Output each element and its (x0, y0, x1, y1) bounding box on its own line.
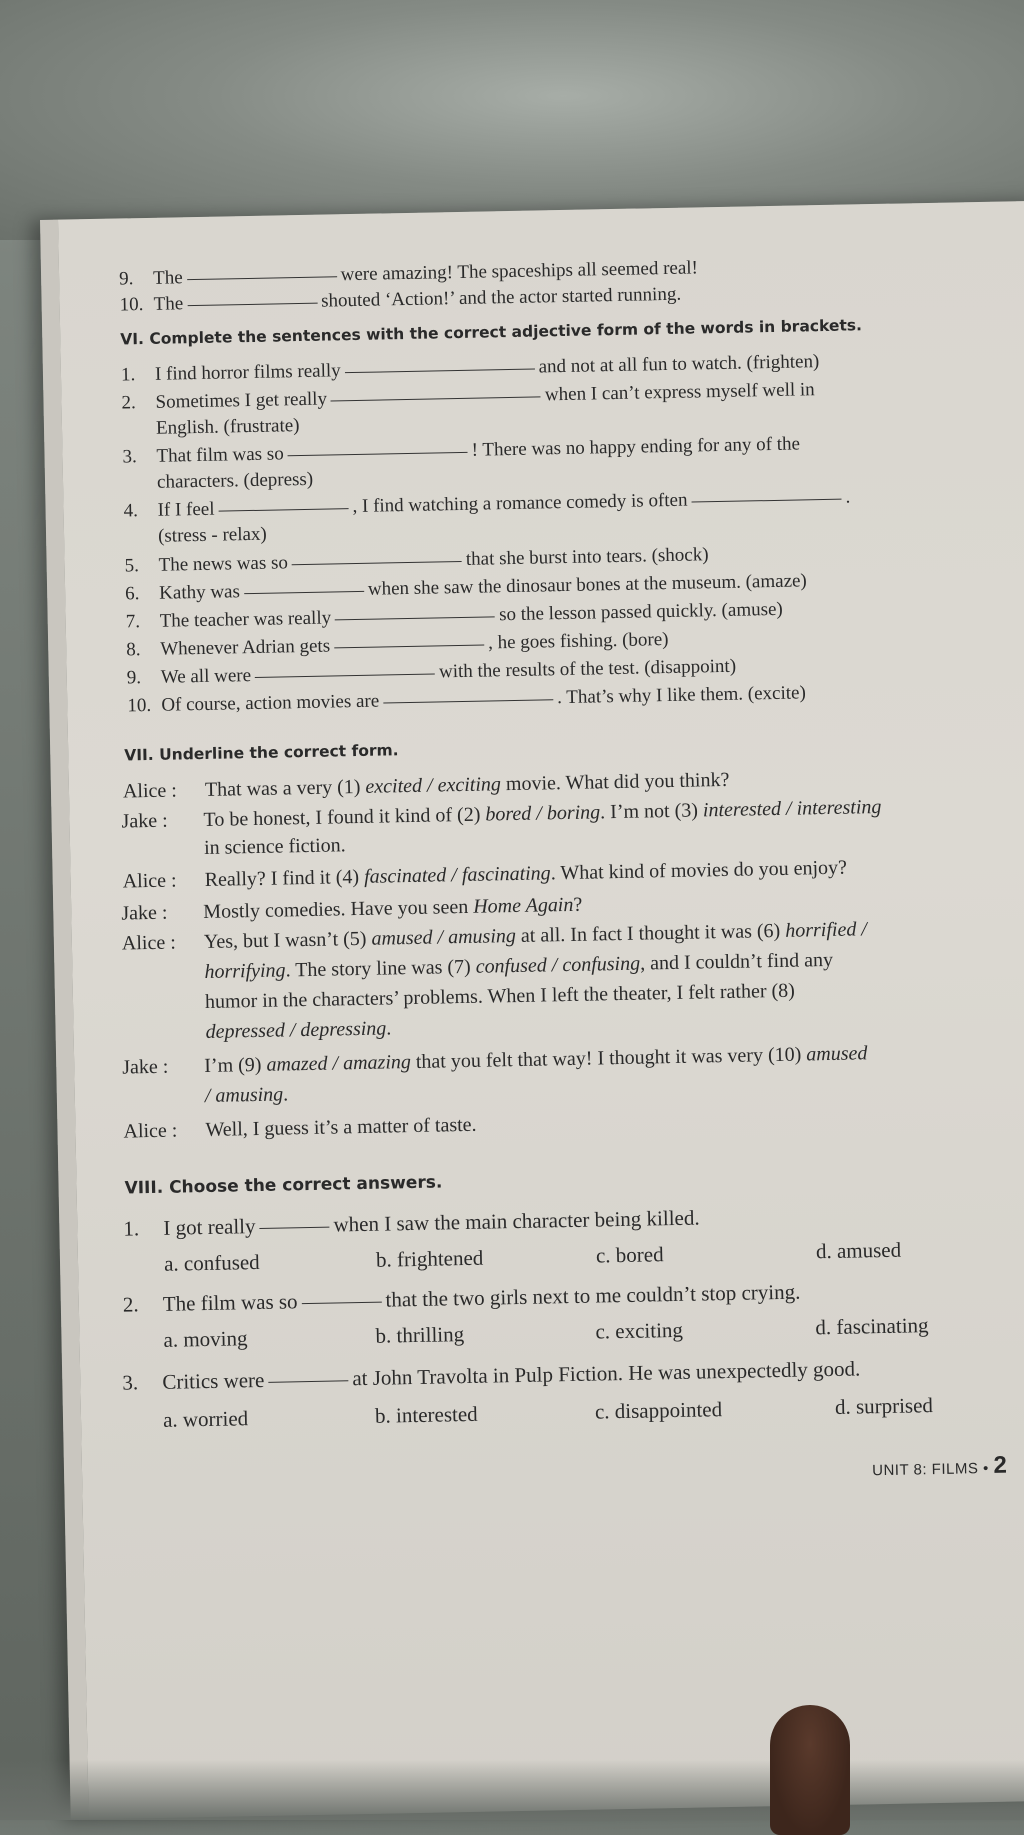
unit-label: UNIT 8: FILMS • (872, 1460, 989, 1480)
item-text: , he goes fishing. (bore) (487, 629, 669, 654)
dialogue-text: . (282, 1083, 289, 1106)
answer-blank[interactable] (260, 1226, 330, 1229)
dialogue-text: Mostly comedies. Have you seen (203, 895, 474, 923)
item-text: Sometimes I get really (155, 388, 328, 413)
vi-item-5 (124, 544, 708, 577)
answer-blank[interactable] (268, 1379, 348, 1383)
textbook-page (40, 201, 1024, 1820)
option-d[interactable]: d. surprised (834, 1393, 934, 1419)
option-choice[interactable]: depressed / depressing (205, 1017, 387, 1043)
dialogue-line (121, 796, 881, 834)
vi-item-7 (126, 599, 783, 634)
dialogue-line (123, 769, 730, 804)
vi-item-10 (127, 682, 806, 717)
viii-options-2 (163, 1313, 928, 1353)
vi-item-4-cont: (stress - relax) (157, 523, 267, 547)
item-text: Critics were (162, 1367, 265, 1394)
item-number: 7. (125, 611, 141, 633)
viii-options-3 (163, 1393, 933, 1433)
answer-blank[interactable] (383, 698, 553, 703)
dialogue-text: Yes, but I wasn’t (5) (203, 927, 372, 953)
option-d[interactable]: d. fascinating (815, 1313, 929, 1340)
shadow (0, 1760, 1024, 1820)
option-b[interactable]: b. interested (374, 1401, 478, 1428)
section-vii-title: VII. Underline the correct form. (124, 741, 399, 765)
speaker: Jake : (121, 809, 168, 833)
dialogue-line-cont: in science fiction. (203, 834, 346, 859)
item-number: 10. (127, 694, 152, 717)
item-text: ! There was no happy ending for any of the (471, 433, 801, 461)
option-c[interactable]: c. exciting (595, 1317, 684, 1344)
item-number: 5. (124, 555, 140, 577)
dialogue-line (122, 1042, 868, 1079)
item-text: . (845, 486, 851, 508)
dialogue-text: Well, I guess it’s a matter of taste. (205, 1113, 477, 1141)
dialogue-line-cont (204, 949, 833, 984)
item-text: The teacher was really (159, 607, 332, 632)
option-b[interactable]: b. frightened (375, 1245, 484, 1272)
answer-blank[interactable] (334, 643, 484, 648)
item-text: I find horror films really (154, 360, 341, 385)
option-a[interactable]: a. worried (162, 1406, 249, 1432)
answer-blank[interactable] (335, 615, 495, 620)
item-text: so the lesson passed quickly. (amuse) (498, 598, 783, 626)
option-choice[interactable]: horrifying (204, 959, 286, 983)
answer-blank[interactable] (288, 450, 468, 455)
item-number: 4. (123, 500, 139, 522)
dialogue-text: , and I couldn’t find any (639, 948, 834, 975)
item-number: 3. (122, 446, 138, 468)
item-text: were amazing! The spaceships all seemed real! (340, 257, 699, 286)
thumb (770, 1705, 850, 1835)
item-text: at John Travolta in Pulp Fiction. He was unexpectedly good. (352, 1356, 861, 1391)
option-choice[interactable]: amused / amusing (371, 924, 517, 950)
item-text: If I feel (157, 498, 215, 521)
movie-title: Home Again (473, 893, 574, 918)
answer-blank[interactable] (345, 367, 535, 373)
item-text: That film was so (156, 443, 284, 467)
item-text: . That’s why I like them. (excite) (556, 682, 807, 709)
dialogue-text: ? (573, 893, 583, 916)
dialogue-text: . The story line was (7) (285, 955, 476, 982)
item-number: 9. (126, 667, 142, 689)
vi-item-2-cont: English. (frustrate) (155, 415, 300, 439)
option-c[interactable]: c. bored (595, 1242, 664, 1268)
answer-blank[interactable] (187, 301, 317, 305)
dialogue-line (123, 1114, 476, 1144)
dialogue-text: . What kind of movies do you enjoy? (550, 856, 848, 885)
item-text: , I find watching a romance comedy is often (352, 489, 688, 518)
item-number: 3. (122, 1370, 139, 1395)
vi-item-8 (126, 629, 669, 661)
vi-item-3 (122, 433, 800, 468)
option-choice[interactable]: / amusing (204, 1083, 284, 1107)
dialogue-text: that you felt that way! I thought it was very (10) (410, 1043, 807, 1074)
item-text: shouted ‘Action!’ and the actor started running. (320, 283, 682, 312)
option-choice[interactable]: horrified / (785, 918, 868, 942)
dialogue-text: at all. In fact I thought it was (6) (515, 919, 786, 947)
item-text: Kathy was (158, 581, 241, 604)
option-choice[interactable]: confused / confusing (475, 952, 641, 978)
dialogue-text: That was a very (1) (204, 775, 366, 801)
page-number: 2 (993, 1451, 1008, 1479)
answer-blank[interactable] (219, 507, 349, 511)
option-c[interactable]: c. disappointed (594, 1397, 723, 1424)
option-a[interactable]: a. confused (163, 1249, 260, 1276)
option-a[interactable]: a. moving (163, 1326, 248, 1352)
item-text: that the two girls next to me couldn’t stop crying. (385, 1279, 801, 1312)
viii-options-1 (164, 1238, 902, 1277)
vi-item-3-cont: characters. (depress) (156, 468, 314, 493)
dialogue-text: I’m (9) (204, 1053, 267, 1078)
speaker: Alice : (121, 931, 176, 955)
dialogue-text: To be honest, I found it kind of (2) (203, 803, 486, 831)
section-viii-title: VIII. Choose the correct answers. (124, 1172, 443, 1199)
item-number: 2. (122, 1292, 139, 1317)
item-number: 2. (121, 392, 136, 414)
dialogue-line-cont (205, 1017, 391, 1044)
dialogue-line (123, 857, 848, 894)
item-text: I got really (163, 1214, 256, 1240)
dialogue-text: movie. What did you think? (500, 768, 730, 796)
option-d[interactable]: d. amused (815, 1237, 902, 1264)
answer-blank[interactable] (292, 560, 462, 565)
option-choice[interactable]: amazed / amazing (266, 1051, 412, 1076)
option-b[interactable]: b. thrilling (375, 1322, 465, 1348)
dialogue-text: . (386, 1017, 392, 1040)
dialogue-line (121, 894, 582, 926)
option-choice[interactable]: amused (806, 1042, 868, 1066)
dialogue-text: Really? I find it (4) (204, 865, 365, 891)
option-choice[interactable]: interested / interesting (702, 795, 882, 822)
item-text: The news was so (158, 552, 289, 576)
item-text: Whenever Adrian gets (160, 635, 331, 660)
page-content (118, 252, 1008, 1480)
item-text: and not at all fun to watch. (frighten) (538, 351, 820, 378)
item-text: when she saw the dinosaur bones at the museum. (amaze) (367, 570, 807, 600)
answer-blank[interactable] (187, 275, 337, 280)
item-number: 1. (120, 364, 136, 386)
speaker: Jake : (121, 901, 168, 925)
answer-blank[interactable] (331, 395, 541, 401)
speaker: Alice : (123, 1119, 178, 1143)
speaker: Jake : (122, 1055, 169, 1079)
item-text: Of course, action movies are (161, 690, 380, 716)
item-number: 1. (123, 1216, 140, 1241)
option-choice[interactable]: bored / boring (485, 801, 601, 826)
item-number: 8. (126, 639, 141, 661)
answer-blank[interactable] (255, 672, 435, 677)
dialogue-line-cont (205, 1083, 289, 1108)
option-choice[interactable]: fascinated / fascinating (363, 862, 551, 888)
page-footer (872, 1452, 1008, 1483)
item-text: The (152, 267, 183, 289)
speaker: Alice : (122, 779, 178, 803)
item-text: We all were (160, 665, 252, 688)
item-number: 6. (124, 583, 140, 605)
section-vi-title: VI. Complete the sentences with the correct adjective form of the words in brackets. (120, 316, 863, 349)
dialogue-text: . I’m not (3) (599, 799, 704, 824)
speaker: Alice : (122, 869, 177, 893)
vi-item-9 (127, 656, 737, 690)
item-number: 10. (119, 294, 144, 316)
viii-question-1 (123, 1206, 700, 1242)
item-text: when I can’t express myself well in (544, 379, 815, 406)
option-choice[interactable]: excited / exciting (365, 773, 502, 798)
answer-blank[interactable] (302, 1301, 382, 1305)
viii-question-3 (122, 1356, 860, 1395)
viii-question-2 (123, 1280, 801, 1318)
item-text: when I saw the main character being killed. (333, 1205, 700, 1237)
answer-blank[interactable] (244, 589, 364, 593)
item-text: with the results of the test. (disappoint) (438, 655, 737, 683)
dialogue-line-cont: humor in the characters’ problems. When I left the theater, I felt rather (8) (204, 979, 796, 1013)
item-text: The film was so (162, 1289, 298, 1316)
item-number: 9. (118, 268, 134, 290)
item-text: that she burst into tears. (shock) (465, 544, 709, 570)
item-text: The (153, 293, 184, 315)
answer-blank[interactable] (691, 497, 841, 502)
